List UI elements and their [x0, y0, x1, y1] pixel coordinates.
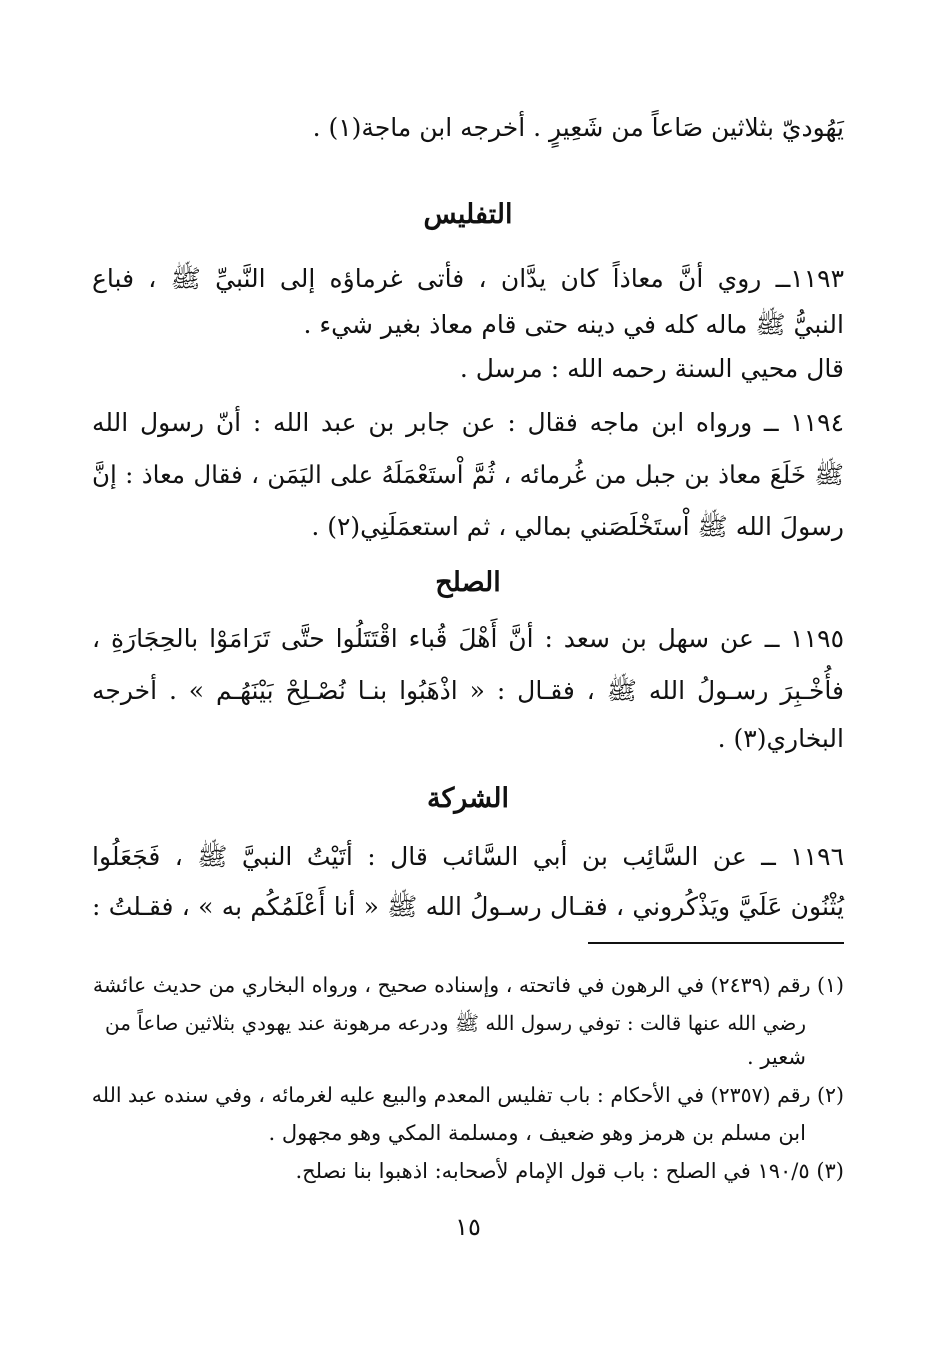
footnote-2-line-2: ابن مسلم بن هرمز وهو ضعيف ، ومسلمة المكي وهو مجهول .: [268, 1121, 806, 1145]
hadith-1196-line-2: يُثْنُون عَلَيَّ ويَذْكُروني ، فقـال رسـولُ الله ﷺ « أنا أَعْلَمُكُم به » ، فقـلتُ :: [92, 892, 844, 921]
hadith-1195-line-2: فأُخْـبِرَ رسـولُ الله ﷺ ، فقـال : « اذْهَبُوا بنـا نُصْـلِحْ بَيْنَهُـم » . أخرجه: [92, 676, 844, 705]
footnote-1-line-2: رضي الله عنها قالت : توفي رسول الله ﷺ ودرعه مرهونة عند يهودي بثلاثين صاعاً من: [105, 1011, 806, 1035]
hadith-1194-line-3: رسولَ الله ﷺ اْستَخْلَصَني بمالي ، ثم استعمَلَنِي(٢) .: [311, 512, 844, 541]
hadith-1194-line-1: ١١٩٤ ــ ورواه ابن ماجه فقال : عن جابر بن عبد الله : أنّ رسول الله: [92, 408, 844, 437]
section-heading-reconciliation: الصلح: [435, 567, 501, 598]
page-number: ١٥: [455, 1213, 481, 1241]
footnote-1-line-3: شعير .: [746, 1045, 806, 1069]
section-heading-bankruptcy: التفليس: [423, 199, 513, 230]
hadith-1194-line-2: ﷺ خَلَعَ معاذ بن جبل من غُرمائه ، ثُمَّ اْستَعْمَلَهُ على اليَمَن ، فقال معاذ : إنَّ: [92, 460, 844, 489]
hadith-1193-line-3: قال محيي السنة رحمه الله : مرسل .: [459, 354, 844, 383]
hadith-1196-line-1: ١١٩٦ ــ عن السَّائِب بن أبي السَّائب قال : أتَيْتُ النبيَّ ﷺ ، فَجَعَلُوا: [92, 842, 844, 871]
continuation-line: يَهُوديّ بثلاثين صَاعاً من شَعِيرٍ . أخرجه ابن ماجة(١) .: [312, 113, 844, 142]
hadith-1193-line-1: ١١٩٣ــ روي أنَّ معاذاً كان يدَّان ، فأتى غرماؤه إلى النَّبيِّ ﷺ ، فباع: [92, 264, 844, 293]
footnote-1-line-1: (١) رقم (٢٤٣٩) في الرهون في فاتحته ، وإسناده صحيح ، ورواه البخاري من حديث عائشة: [92, 973, 844, 997]
footnote-divider: [588, 942, 844, 944]
hadith-1195-line-1: ١١٩٥ ــ عن سهل بن سعد : أنَّ أَهْلَ قُباء اقْتَتَلُوا حتَّى تَرَامَوْا بالحِجَارَةِ ،: [92, 624, 844, 653]
section-heading-partnership: الشركة: [426, 783, 510, 814]
hadith-1195-line-3: البخاري(٣) .: [717, 724, 844, 753]
footnote-2-line-1: (٢) رقم (٢٣٥٧) في الأحكام : باب تفليس المعدم والبيع عليه لغرمائه ، وفي سنده عبد الله: [91, 1083, 844, 1107]
hadith-1193-line-2: النبيُّ ﷺ ماله كله في دينه حتى قام معاذ بغير شيء .: [303, 310, 844, 339]
footnote-3-line-1: (٣) ١٩٠/٥ في الصلح : باب قول الإمام لأصحابه: اذهبوا بنا نصلح.: [295, 1159, 844, 1183]
